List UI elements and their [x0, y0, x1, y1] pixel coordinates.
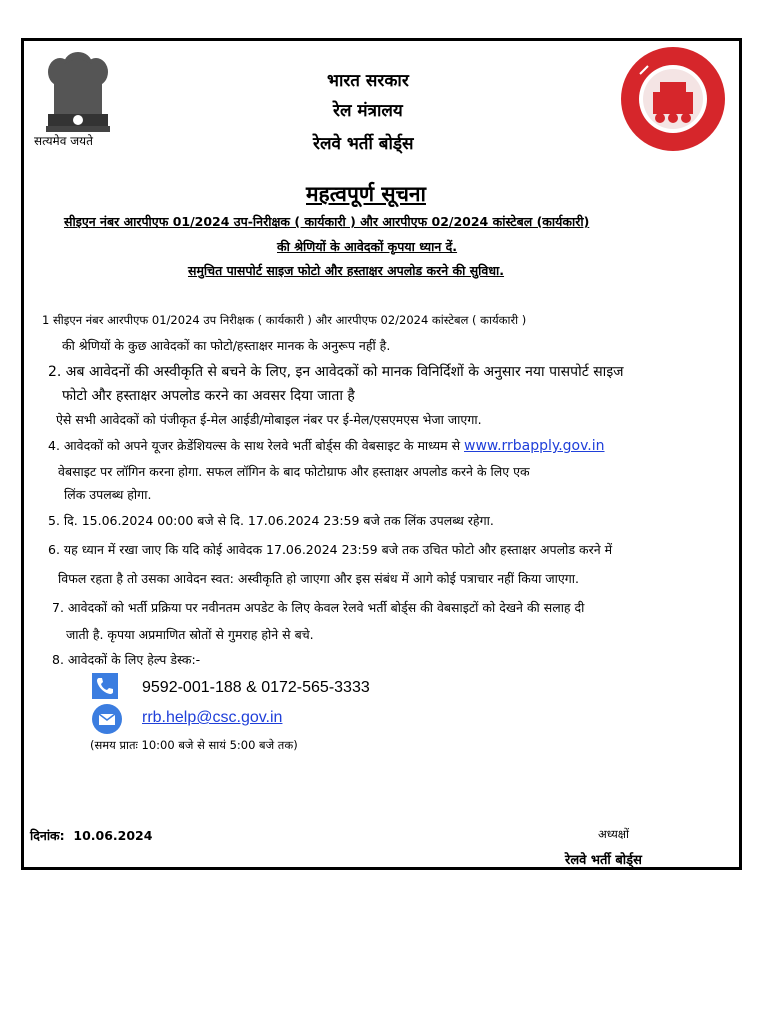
notice-title: महत्वपूर्ण सूचना: [306, 181, 426, 206]
point-7-line-2: जाती है. कृपया अप्रमाणित स्रोतों से गुमराह होने से बचे.: [66, 627, 314, 642]
indian-railways-logo-icon: [618, 44, 728, 154]
point-1-line-1: 1 सीइएन नंबर आरपीएफ 01/2024 उप निरीक्षक ( कार्यकारी ) और आरपीएफ 02/2024 कांस्टेबल ( कार्यकारी ): [42, 313, 527, 327]
point-5: 5. दि. 15.06.2024 00:00 बजे से दि. 17.06.2024 23:59 बजे तक लिंक उपलब्ध रहेगा.: [48, 513, 494, 528]
date-line: [30, 827, 152, 844]
point-7-line-1: 7. आवेदकों को भर्ती प्रक्रिया पर नवीनतम अपडेट के लिए केवल रेलवे भर्ती बोर्ड्स की वेबसाइटों को देखने की सलाह दी: [52, 600, 585, 615]
point-4-line-1: [48, 437, 605, 454]
helpdesk-phone: 9592-001-188 & 0172-565-3333: [142, 679, 370, 696]
point-4-line-3: लिंक उपलब्ध होगा.: [64, 487, 152, 502]
phone-icon: [92, 673, 118, 699]
point-4-text: 4. आवेदकों को अपने यूजर क्रेडेंशियल्स के साथ रेलवे भर्ती बोर्ड्स की वेबसाइट के माध्यम से: [48, 438, 464, 453]
envelope-icon: [92, 704, 122, 734]
point-4-line-2: वेबसाइट पर लॉगिन करना होगा. सफल लॉगिन के बाद फोटोग्राफ और हस्ताक्षर अपलोड करने के लिए एक: [58, 464, 530, 479]
rrbapply-link[interactable]: www.rrbapply.gov.in: [464, 438, 605, 454]
helpdesk-timing: (समय प्रातः 10:00 बजे से सायं 5:00 बजे तक): [90, 738, 298, 752]
signatory-org: रेलवे भर्ती बोर्ड्स: [565, 853, 642, 868]
signatory-title: अध्यक्षों: [598, 827, 630, 841]
point-2-line-1: 2. अब आवेदनों की अस्वीकृति से बचने के लिए, इन आवेदकों को मानक विनिर्दिशों के अनुसार नया पासपोर्ट साइज: [48, 364, 624, 380]
point-6-line-2: विफल रहता है तो उसका आवेदन स्वत: अस्वीकृति हो जाएगा और इस संबंध में आगे कोई पत्राचार नहीं किया जाएगा.: [58, 571, 579, 586]
helpdesk-email-link[interactable]: rrb.help@csc.gov.in: [142, 709, 283, 726]
point-1-line-2: की श्रेणियों के कुछ आवेदकों का फोटो/हस्ताक्षर मानक के अनुरूप नहीं है.: [62, 338, 391, 353]
notice-subtitle-1: सीइएन नंबर आरपीएफ 01/2024 उप-निरीक्षक ( कार्यकारी ) और आरपीएफ 02/2024 कांस्टेबल (कार्यकारी): [64, 214, 590, 229]
notice-subtitle-2: की श्रेणियों के आवेदकों कृपया ध्यान दें.: [277, 239, 458, 254]
header-ministry: रेल मंत्रालय: [333, 101, 403, 121]
date-label: दिनांक:: [30, 828, 65, 843]
header-rrb: रेलवे भर्ती बोर्ड्स: [313, 134, 414, 154]
emblem-motto: सत्यमेव जयते: [34, 134, 93, 148]
point-3: ऐसे सभी आवेदकों को पंजीकृत ई-मेल आईडी/मोबाइल नंबर पर ई-मेल/एसएमएस भेजा जाएगा.: [56, 412, 482, 427]
point-2-line-2: फोटो और हस्ताक्षर अपलोड करने का अवसर दिया जाता है: [62, 388, 355, 404]
date-value: 10.06.2024: [73, 828, 153, 843]
point-6-line-1: 6. यह ध्यान में रखा जाए कि यदि कोई आवेदक 17.06.2024 23:59 बजे तक उचित फोटो और हस्ताक्षर अपलोड करने में: [48, 542, 613, 557]
point-8: 8. आवेदकों के लिए हेल्प डेस्क:-: [52, 652, 201, 667]
notice-subtitle-3: समुचित पासपोर्ट साइज फोटो और हस्ताक्षर अपलोड करने की सुविधा.: [188, 263, 505, 278]
header-govt: भारत सरकार: [327, 71, 409, 91]
